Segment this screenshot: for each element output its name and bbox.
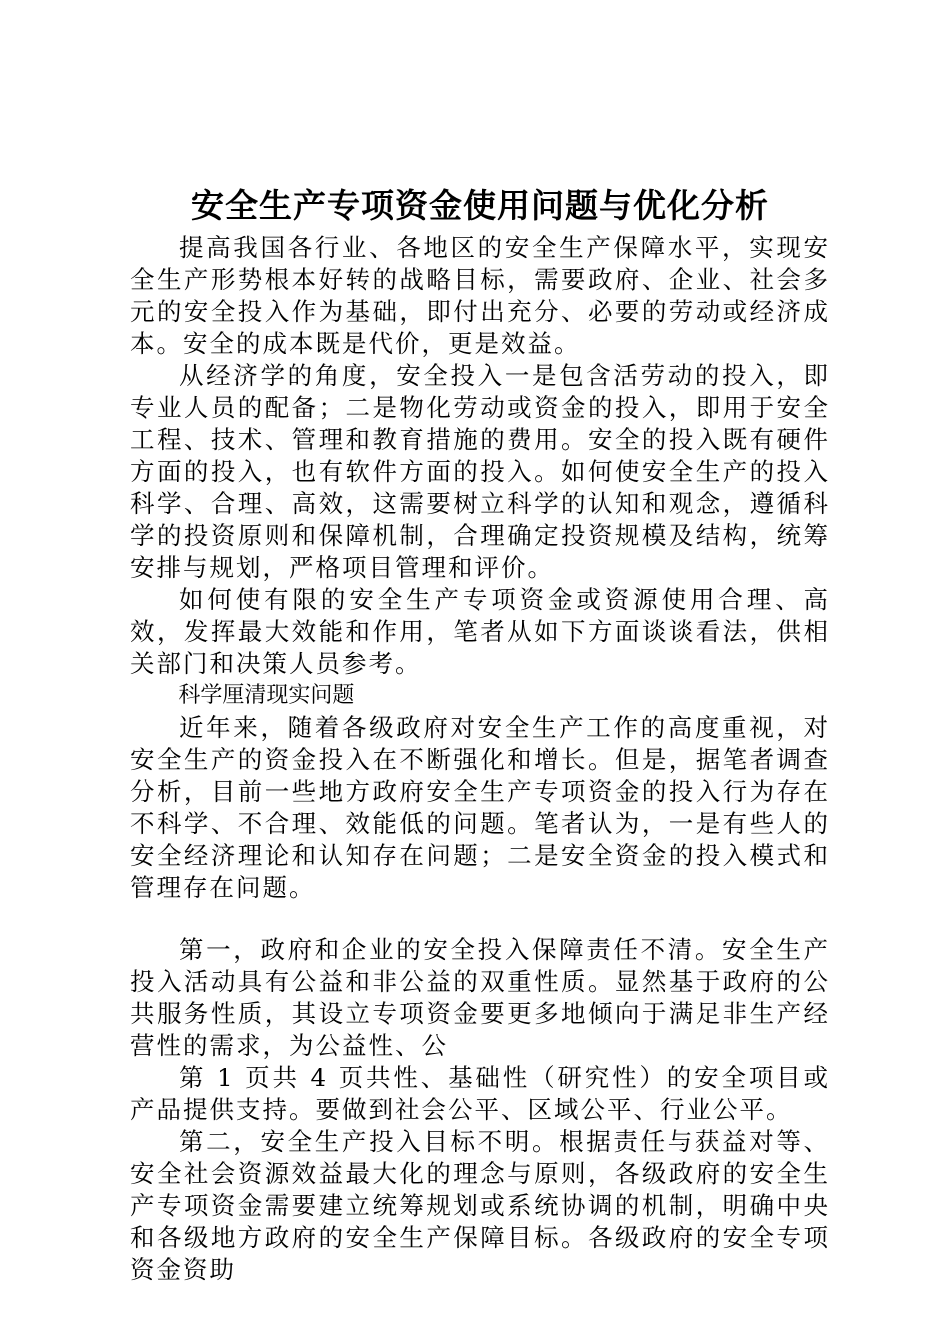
paragraph-4: 近年来，随着各级政府对安全生产工作的高度重视，对安全生产的资金投入在不断强化和增长。但是，据笔者调查分析，目前一些地方政府安全生产专项资金的投入行为存在不科学、不合理、效能低的问题。笔者认为，一是有些人的安全经济理论和认知存在问题；二是安全资金的投入模式和管理存在问题。 [130,713,830,902]
paragraph-3: 如何使有限的安全生产专项资金或资源使用合理、高效，发挥最大效能和作用，笔者从如下方面谈谈看法，供相关部门和决策人员参考。 [130,585,830,678]
document-title: 安全生产专项资金使用问题与优化分析 [191,186,769,225]
paragraph-5: 第一，政府和企业的安全投入保障责任不清。安全生产投入活动具有公益和非公益的双重性质。显然基于政府的公共服务性质，其设立专项资金要更多地倾向于满足非生产经营性的需求，为公益性、公 [130,935,830,1060]
paragraph-7: 第二，安全生产投入目标不明。根据责任与获益对等、安全社会资源效益最大化的理念与原则，各级政府的安全生产专项资金需要建立统筹规划或系统协调的机制，明确中央和各级地方政府的安全生产保障目标。各级政府的安全专项资金资助 [130,1127,830,1284]
paragraph-1: 提高我国各行业、各地区的安全生产保障水平，实现安全生产形势根本好转的战略目标，需要政府、企业、社会多元的安全投入作为基础，即付出充分、必要的劳动或经济成本。安全的成本既是代价，更是效益。 [130,233,830,358]
document-page [130,180,830,1286]
paragraph-6-page-footer: 第 1 页共 4 页共性、基础性（研究性）的安全项目或产品提供支持。要做到社会公平、区域公平、行业公平。 [130,1063,830,1124]
paragraph-gap [130,904,830,934]
paragraph-2: 从经济学的角度，安全投入一是包含活劳动的投入，即专业人员的配备；二是物化劳动或资金的投入，即用于安全工程、技术、管理和教育措施的费用。安全的投入既有硬件方面的投入，也有软件方面的投入。如何使安全生产的投入科学、合理、高效，这需要树立科学的认知和观念，遵循科学的投资原则和保障机制，合理确定投资规模及结构，统筹安排与规划，严格项目管理和评价。 [130,361,830,582]
section-heading: 科学厘清现实问题 [178,683,355,708]
